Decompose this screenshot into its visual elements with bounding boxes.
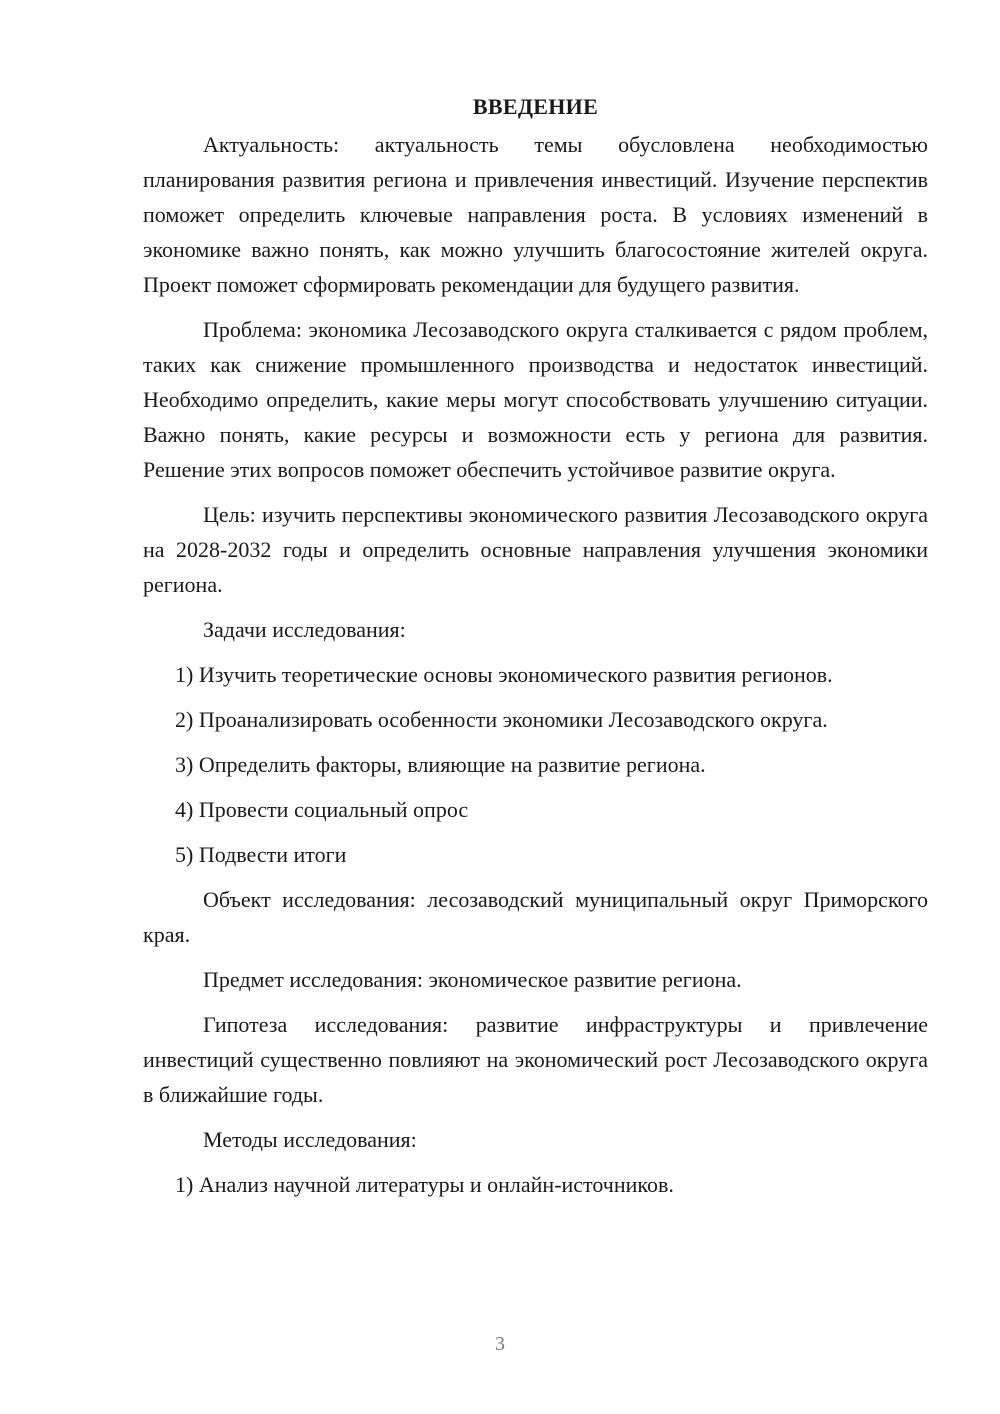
goal-paragraph: Цель: изучить перспективы экономического развития Лесозаводского округа на 2028-2032 годы и определить основные направления улучшения экономики региона. xyxy=(143,502,928,597)
hypothesis-paragraph: Гипотеза исследования: развитие инфраструктуры и привлечение инвестиций существенно повлияют на экономический рост Лесозаводского округа в ближайшие годы. xyxy=(143,1012,928,1107)
tasks-heading: Задачи исследования: xyxy=(203,617,406,642)
relevance-paragraph: Актуальность: актуальность темы обусловлена необходимостью планирования развития региона и привлечения инвестиций. Изучение перспектив поможет определить ключевые направления роста. В условиях изменений в экономике важно понять, как можно улучшить благосостояние жителей округа. Проект поможет сформировать рекомендации для будущего развития. xyxy=(143,132,928,297)
task-item-4: 4) Провести социальный опрос xyxy=(175,797,469,822)
problem-paragraph: Проблема: экономика Лесозаводского округа сталкивается с рядом проблем, таких как снижение промышленного производства и недостаток инвестиций. Необходимо определить, какие меры могут способствовать улучшению ситуации. Важно понять, какие ресурсы и возможности есть у региона для развития. Решение этих вопросов поможет обеспечить устойчивое развитие округа. xyxy=(143,317,928,482)
task-item-2: 2) Проанализировать особенности экономики Лесозаводского округа. xyxy=(175,707,828,732)
object-paragraph: Объект исследования: лесозаводский муниципальный округ Приморского края. xyxy=(143,887,928,947)
method-item-1: 1) Анализ научной литературы и онлайн-источников. xyxy=(175,1172,674,1197)
page-number: 3 xyxy=(495,1333,505,1355)
subject-paragraph: Предмет исследования: экономическое развитие региона. xyxy=(203,967,742,992)
document-page xyxy=(143,92,928,1212)
task-item-1: 1) Изучить теоретические основы экономического развития регионов. xyxy=(175,662,833,687)
methods-heading: Методы исследования: xyxy=(203,1127,417,1152)
task-item-3: 3) Определить факторы, влияющие на развитие региона. xyxy=(175,752,706,777)
section-title: ВВЕДЕНИЕ xyxy=(472,94,599,119)
task-item-5: 5) Подвести итоги xyxy=(175,842,347,867)
